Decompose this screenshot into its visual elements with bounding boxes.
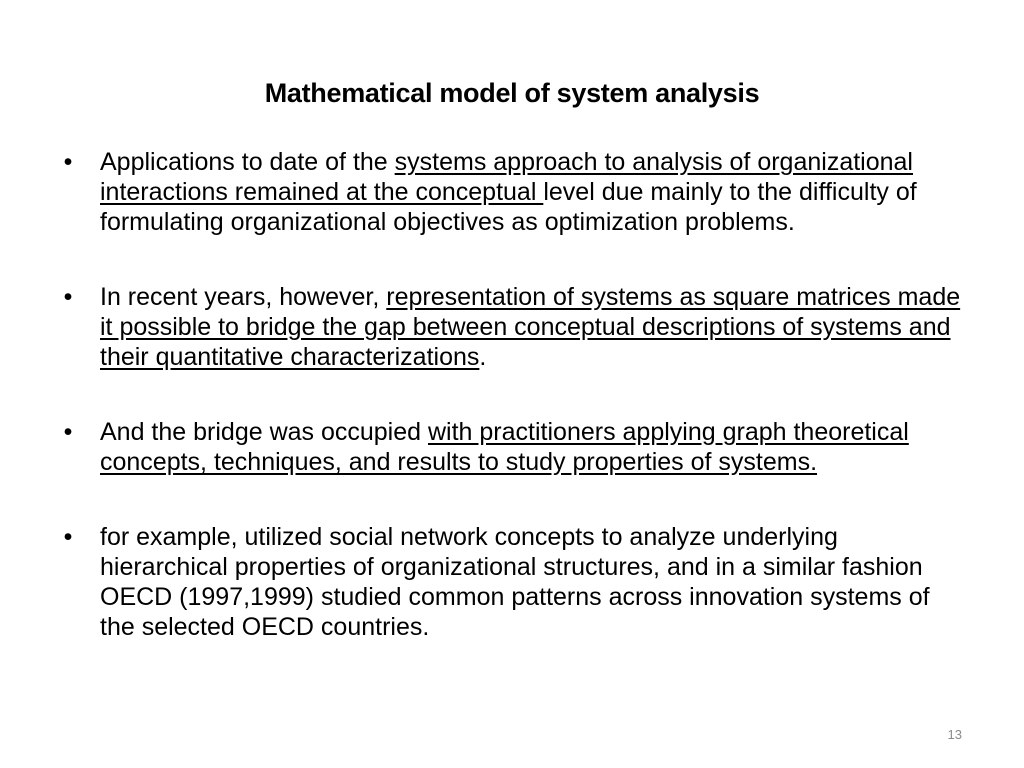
bullet-icon: • <box>63 418 73 446</box>
bullet-icon: • <box>63 148 73 176</box>
bullet-underlined-text: with practitioners applying graph theoretical concepts, techniques, and results to study properties of systems. <box>100 418 909 476</box>
slide-title: Mathematical model of system analysis <box>264 78 760 108</box>
bullet-text: In recent years, however, <box>100 283 387 311</box>
bullet-text-tail: level due mainly to the difficulty of formulating organizational objectives as optimization problems. <box>100 178 917 236</box>
bullet-item <box>58 147 963 237</box>
bullet-text-tail: . <box>479 343 487 371</box>
page-number: 13 <box>947 727 962 742</box>
bullet-item <box>58 417 963 477</box>
bullet-item <box>58 282 963 372</box>
bullet-text: Applications to date of the <box>100 148 395 176</box>
bullet-item <box>58 522 963 642</box>
bullet-icon: • <box>63 523 73 551</box>
bullet-text: And the bridge was occupied <box>100 418 428 446</box>
bullet-list <box>58 147 963 642</box>
bullet-icon: • <box>63 283 73 311</box>
bullet-text: for example, utilized social network concepts to analyze underlying hierarchical properties of organizational structures, and in a similar fashion OECD (1997,1999) studied common patterns across innovation systems of the selected OECD countries. <box>100 523 930 641</box>
bullet-underlined-text: representation of systems as square matrices made it possible to bridge the gap between conceptual descriptions of systems and their quantitative characterizations <box>100 283 961 371</box>
bullet-underlined-text: systems approach to analysis of organizational interactions remained at the conceptual <box>100 148 913 206</box>
